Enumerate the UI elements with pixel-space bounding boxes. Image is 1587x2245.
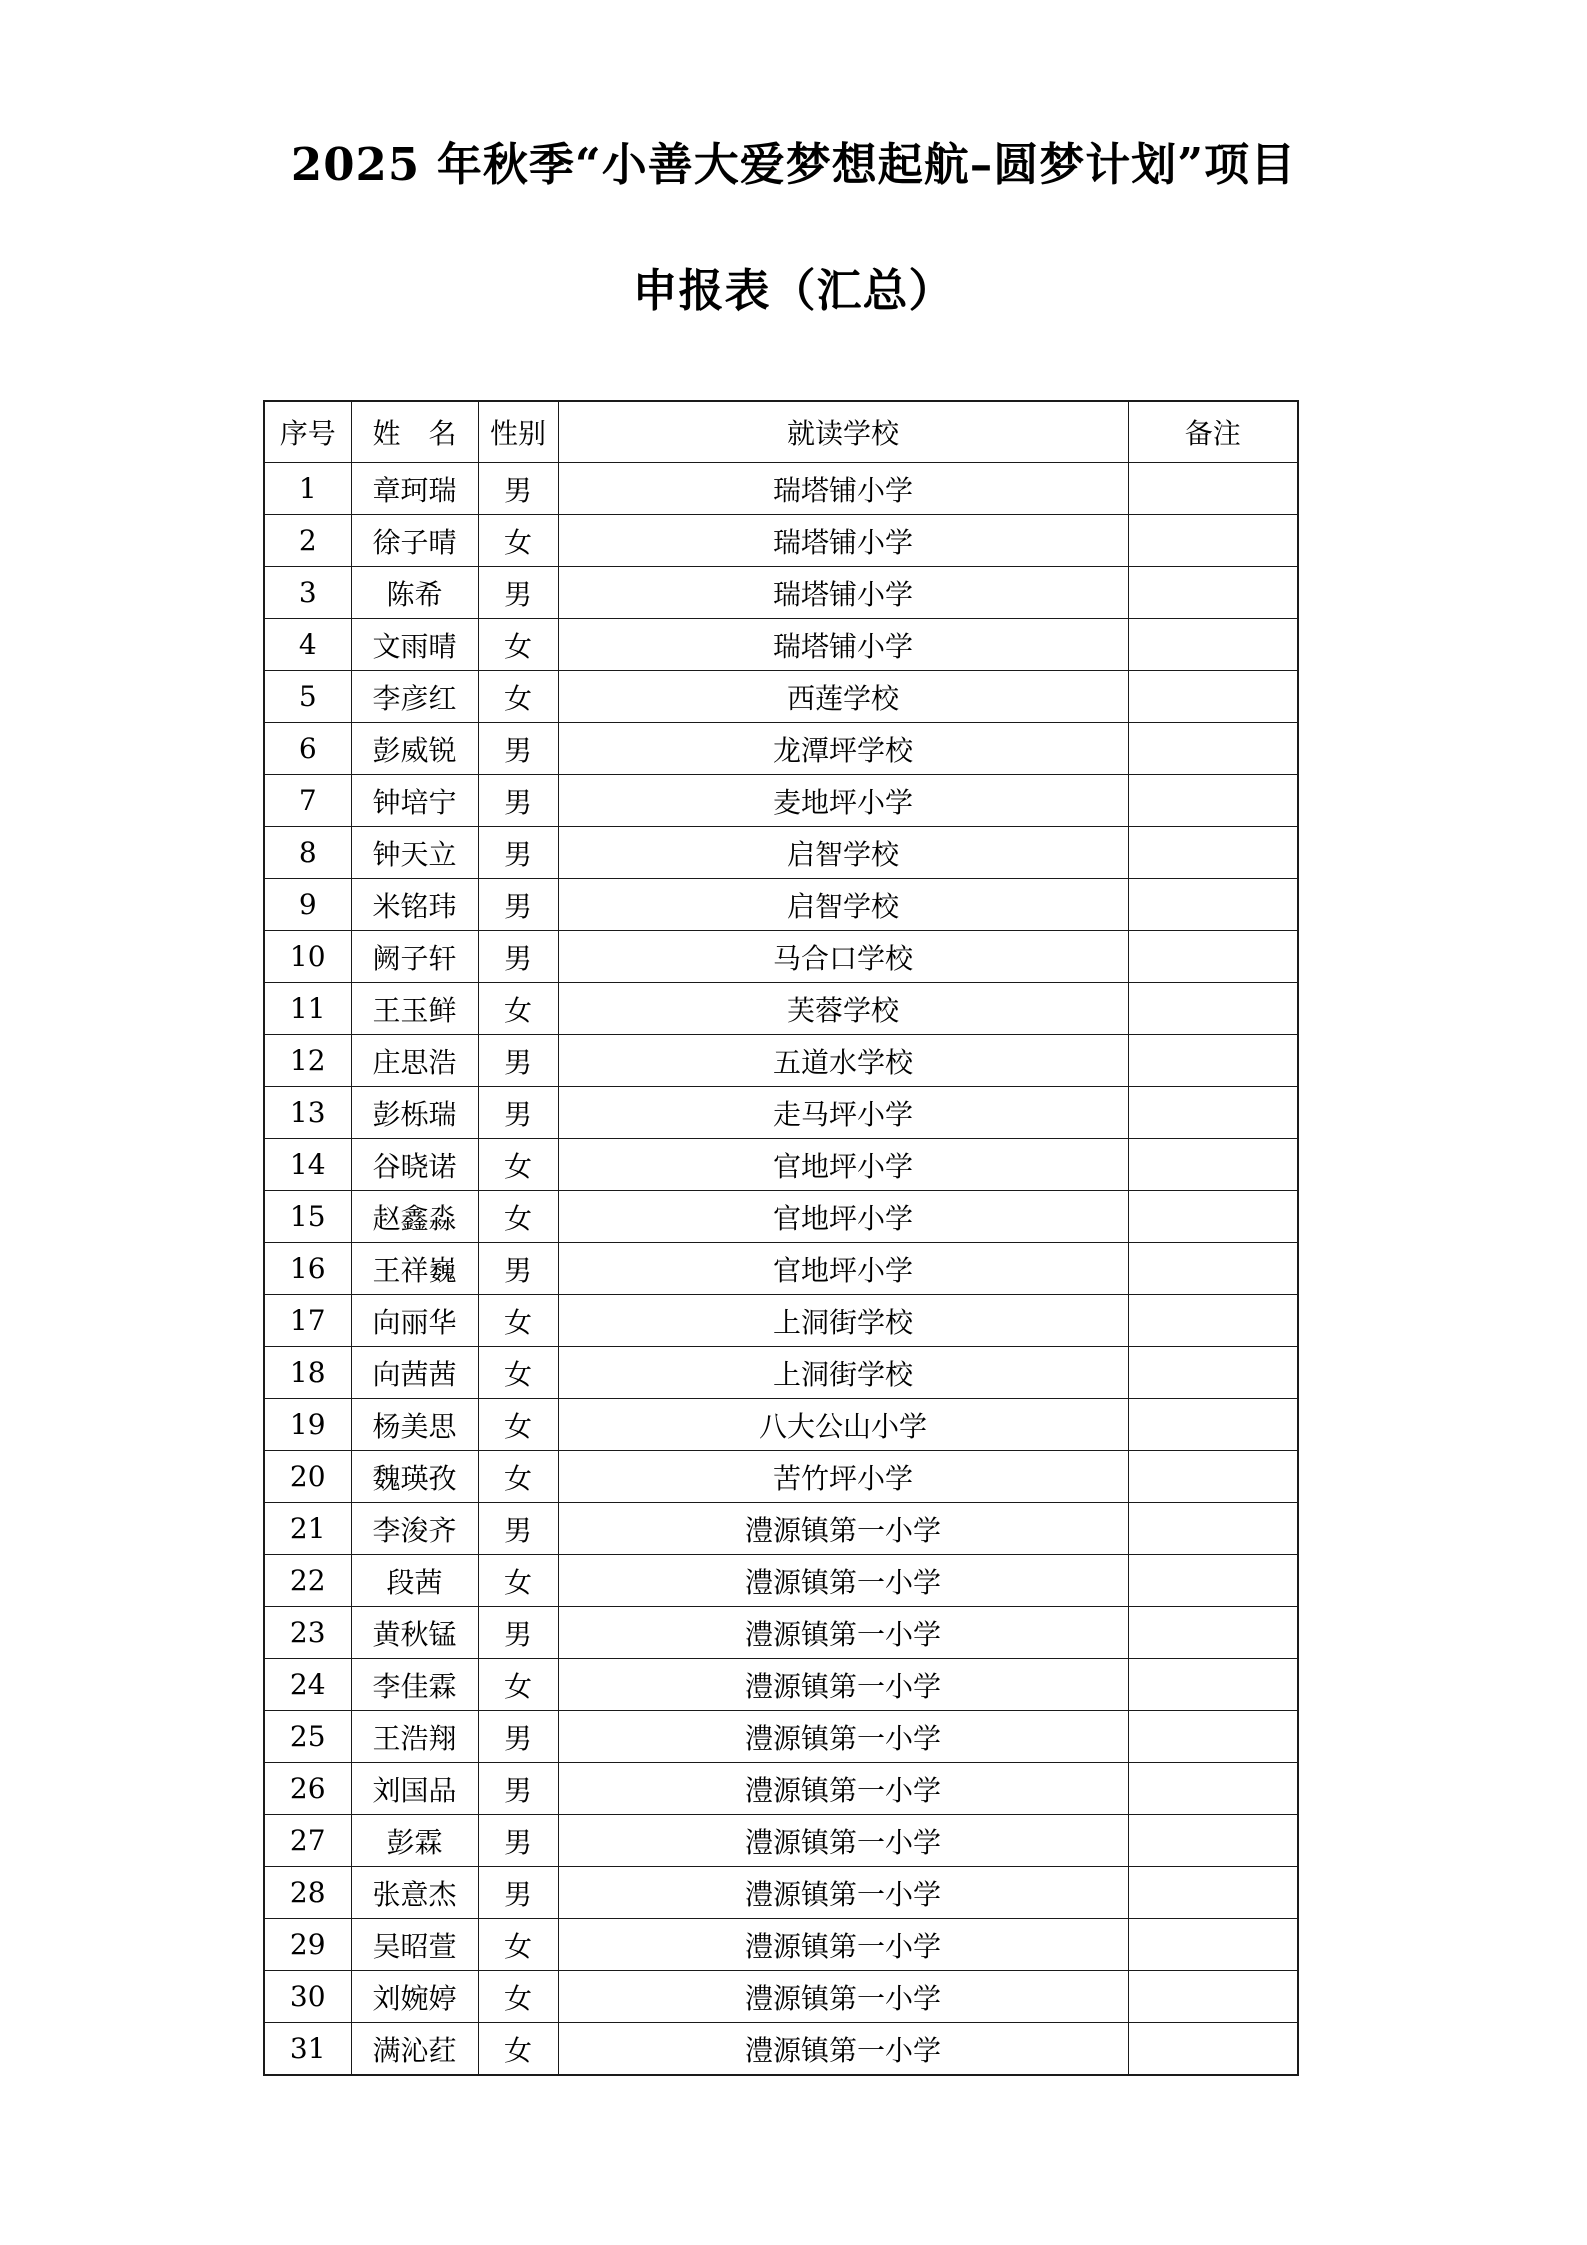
name-cell: 钟天立	[351, 827, 478, 879]
row-index-cell: 9	[264, 879, 351, 931]
gender-cell: 女	[478, 1555, 558, 1607]
row-index-cell: 11	[264, 983, 351, 1035]
school-cell: 麦地坪小学	[558, 775, 1128, 827]
school-cell: 瑞塔铺小学	[558, 619, 1128, 671]
note-cell	[1128, 567, 1298, 619]
name-cell: 段茜	[351, 1555, 478, 1607]
table-row	[264, 2023, 1298, 2076]
table-row	[264, 619, 1298, 671]
gender-cell: 女	[478, 515, 558, 567]
name-cell: 庄思浩	[351, 1035, 478, 1087]
school-cell: 澧源镇第一小学	[558, 1607, 1128, 1659]
table-row	[264, 1763, 1298, 1815]
note-cell	[1128, 1659, 1298, 1711]
row-index-cell: 20	[264, 1451, 351, 1503]
row-index-cell: 25	[264, 1711, 351, 1763]
row-index-cell: 3	[264, 567, 351, 619]
name-cell: 章珂瑞	[351, 463, 478, 515]
school-cell: 澧源镇第一小学	[558, 1971, 1128, 2023]
gender-cell: 女	[478, 2023, 558, 2076]
note-cell	[1128, 1763, 1298, 1815]
gender-cell: 男	[478, 879, 558, 931]
note-cell	[1128, 1451, 1298, 1503]
col-header-index: 序号	[264, 401, 351, 463]
school-cell: 瑞塔铺小学	[558, 515, 1128, 567]
gender-cell: 女	[478, 983, 558, 1035]
school-cell: 瑞塔铺小学	[558, 463, 1128, 515]
row-index-cell: 6	[264, 723, 351, 775]
gender-cell: 男	[478, 931, 558, 983]
school-cell: 启智学校	[558, 879, 1128, 931]
row-index-cell: 4	[264, 619, 351, 671]
school-cell: 澧源镇第一小学	[558, 1763, 1128, 1815]
name-cell: 彭威锐	[351, 723, 478, 775]
school-cell: 澧源镇第一小学	[558, 1555, 1128, 1607]
note-cell	[1128, 2023, 1298, 2076]
note-cell	[1128, 1087, 1298, 1139]
row-index-cell: 31	[264, 2023, 351, 2076]
school-cell: 官地坪小学	[558, 1139, 1128, 1191]
row-index-cell: 22	[264, 1555, 351, 1607]
note-cell	[1128, 1191, 1298, 1243]
name-cell: 徐子晴	[351, 515, 478, 567]
table-row	[264, 1607, 1298, 1659]
row-index-cell: 24	[264, 1659, 351, 1711]
row-index-cell: 5	[264, 671, 351, 723]
note-cell	[1128, 1503, 1298, 1555]
gender-cell: 男	[478, 567, 558, 619]
note-cell	[1128, 931, 1298, 983]
school-cell: 龙潭坪学校	[558, 723, 1128, 775]
note-cell	[1128, 515, 1298, 567]
row-index-cell: 26	[264, 1763, 351, 1815]
table-row	[264, 931, 1298, 983]
gender-cell: 男	[478, 1815, 558, 1867]
school-cell: 上洞街学校	[558, 1347, 1128, 1399]
row-index-cell: 21	[264, 1503, 351, 1555]
gender-cell: 女	[478, 671, 558, 723]
table-row	[264, 1295, 1298, 1347]
gender-cell: 女	[478, 1347, 558, 1399]
name-cell: 李彦红	[351, 671, 478, 723]
note-cell	[1128, 619, 1298, 671]
gender-cell: 男	[478, 1503, 558, 1555]
title-line-1: 2025 年秋季“小善大爱梦想起航–圆梦计划”项目	[290, 138, 1297, 191]
table-row	[264, 1815, 1298, 1867]
col-header-gender: 性别	[478, 401, 558, 463]
note-cell	[1128, 1347, 1298, 1399]
col-header-note: 备注	[1128, 401, 1298, 463]
gender-cell: 男	[478, 1763, 558, 1815]
gender-cell: 女	[478, 619, 558, 671]
table-row	[264, 1243, 1298, 1295]
school-cell: 苦竹坪小学	[558, 1451, 1128, 1503]
document-title	[0, 140, 1587, 315]
note-cell	[1128, 1607, 1298, 1659]
table-row	[264, 567, 1298, 619]
name-cell: 向丽华	[351, 1295, 478, 1347]
school-cell: 澧源镇第一小学	[558, 1867, 1128, 1919]
note-cell	[1128, 983, 1298, 1035]
school-cell: 芙蓉学校	[558, 983, 1128, 1035]
name-cell: 钟培宁	[351, 775, 478, 827]
school-cell: 澧源镇第一小学	[558, 1659, 1128, 1711]
gender-cell: 男	[478, 827, 558, 879]
name-cell: 向茜茜	[351, 1347, 478, 1399]
school-cell: 八大公山小学	[558, 1399, 1128, 1451]
name-cell: 王祥巍	[351, 1243, 478, 1295]
row-index-cell: 16	[264, 1243, 351, 1295]
table-row	[264, 827, 1298, 879]
gender-cell: 女	[478, 1191, 558, 1243]
row-index-cell: 7	[264, 775, 351, 827]
note-cell	[1128, 1971, 1298, 2023]
title-line-2: 申报表（汇总）	[632, 263, 955, 317]
table-row	[264, 1919, 1298, 1971]
gender-cell: 女	[478, 1399, 558, 1451]
row-index-cell: 17	[264, 1295, 351, 1347]
name-cell: 王浩翔	[351, 1711, 478, 1763]
name-cell: 谷晓诺	[351, 1139, 478, 1191]
school-cell: 澧源镇第一小学	[558, 1919, 1128, 1971]
row-index-cell: 1	[264, 463, 351, 515]
name-cell: 彭栎瑞	[351, 1087, 478, 1139]
row-index-cell: 12	[264, 1035, 351, 1087]
row-index-cell: 2	[264, 515, 351, 567]
note-cell	[1128, 1399, 1298, 1451]
name-cell: 阙子轩	[351, 931, 478, 983]
note-cell	[1128, 1295, 1298, 1347]
table-row	[264, 1503, 1298, 1555]
school-cell: 西莲学校	[558, 671, 1128, 723]
row-index-cell: 29	[264, 1919, 351, 1971]
note-cell	[1128, 1711, 1298, 1763]
note-cell	[1128, 1815, 1298, 1867]
row-index-cell: 18	[264, 1347, 351, 1399]
row-index-cell: 14	[264, 1139, 351, 1191]
table-row	[264, 1035, 1298, 1087]
name-cell: 米铭玮	[351, 879, 478, 931]
school-cell: 澧源镇第一小学	[558, 1815, 1128, 1867]
name-cell: 刘国品	[351, 1763, 478, 1815]
row-index-cell: 27	[264, 1815, 351, 1867]
gender-cell: 女	[478, 1451, 558, 1503]
school-cell: 澧源镇第一小学	[558, 1711, 1128, 1763]
table-header-row	[264, 401, 1298, 463]
note-cell	[1128, 1139, 1298, 1191]
gender-cell: 男	[478, 463, 558, 515]
name-cell: 彭霖	[351, 1815, 478, 1867]
row-index-cell: 28	[264, 1867, 351, 1919]
gender-cell: 男	[478, 1867, 558, 1919]
table-row	[264, 1191, 1298, 1243]
name-cell: 文雨晴	[351, 619, 478, 671]
row-index-cell: 8	[264, 827, 351, 879]
note-cell	[1128, 775, 1298, 827]
row-index-cell: 15	[264, 1191, 351, 1243]
gender-cell: 男	[478, 1035, 558, 1087]
table-row	[264, 1659, 1298, 1711]
roster-table	[263, 400, 1299, 2076]
name-cell: 赵鑫淼	[351, 1191, 478, 1243]
table-row	[264, 775, 1298, 827]
school-cell: 官地坪小学	[558, 1191, 1128, 1243]
name-cell: 李浚齐	[351, 1503, 478, 1555]
name-cell: 吴昭萱	[351, 1919, 478, 1971]
row-index-cell: 13	[264, 1087, 351, 1139]
col-header-name: 姓 名	[351, 401, 478, 463]
note-cell	[1128, 879, 1298, 931]
name-cell: 刘婉婷	[351, 1971, 478, 2023]
table-row	[264, 463, 1298, 515]
col-header-school: 就读学校	[558, 401, 1128, 463]
note-cell	[1128, 1035, 1298, 1087]
table-row	[264, 723, 1298, 775]
note-cell	[1128, 1919, 1298, 1971]
note-cell	[1128, 827, 1298, 879]
school-cell: 五道水学校	[558, 1035, 1128, 1087]
gender-cell: 女	[478, 1295, 558, 1347]
gender-cell: 男	[478, 1243, 558, 1295]
table-row	[264, 1867, 1298, 1919]
table-row	[264, 1555, 1298, 1607]
name-cell: 满沁荭	[351, 2023, 478, 2076]
table-row	[264, 1971, 1298, 2023]
note-cell	[1128, 1243, 1298, 1295]
row-index-cell: 23	[264, 1607, 351, 1659]
gender-cell: 女	[478, 1919, 558, 1971]
table-row	[264, 983, 1298, 1035]
table-row	[264, 879, 1298, 931]
table-row	[264, 671, 1298, 723]
gender-cell: 女	[478, 1659, 558, 1711]
gender-cell: 男	[478, 775, 558, 827]
note-cell	[1128, 463, 1298, 515]
name-cell: 黄秋锰	[351, 1607, 478, 1659]
gender-cell: 男	[478, 1607, 558, 1659]
table-row	[264, 1087, 1298, 1139]
table-row	[264, 1399, 1298, 1451]
table-row	[264, 1347, 1298, 1399]
table-row	[264, 1139, 1298, 1191]
table-row	[264, 1451, 1298, 1503]
table-row	[264, 515, 1298, 567]
row-index-cell: 10	[264, 931, 351, 983]
gender-cell: 男	[478, 1087, 558, 1139]
school-cell: 澧源镇第一小学	[558, 2023, 1128, 2076]
row-index-cell: 30	[264, 1971, 351, 2023]
note-cell	[1128, 671, 1298, 723]
school-cell: 启智学校	[558, 827, 1128, 879]
school-cell: 上洞街学校	[558, 1295, 1128, 1347]
row-index-cell: 19	[264, 1399, 351, 1451]
school-cell: 马合口学校	[558, 931, 1128, 983]
note-cell	[1128, 723, 1298, 775]
school-cell: 澧源镇第一小学	[558, 1503, 1128, 1555]
school-cell: 走马坪小学	[558, 1087, 1128, 1139]
note-cell	[1128, 1555, 1298, 1607]
name-cell: 陈希	[351, 567, 478, 619]
name-cell: 王玉鲜	[351, 983, 478, 1035]
name-cell: 李佳霖	[351, 1659, 478, 1711]
table-body	[264, 463, 1298, 2076]
gender-cell: 女	[478, 1139, 558, 1191]
table-row	[264, 1711, 1298, 1763]
school-cell: 官地坪小学	[558, 1243, 1128, 1295]
name-cell: 张意杰	[351, 1867, 478, 1919]
note-cell	[1128, 1867, 1298, 1919]
gender-cell: 男	[478, 723, 558, 775]
gender-cell: 男	[478, 1711, 558, 1763]
gender-cell: 女	[478, 1971, 558, 2023]
name-cell: 魏瑛孜	[351, 1451, 478, 1503]
school-cell: 瑞塔铺小学	[558, 567, 1128, 619]
name-cell: 杨美思	[351, 1399, 478, 1451]
